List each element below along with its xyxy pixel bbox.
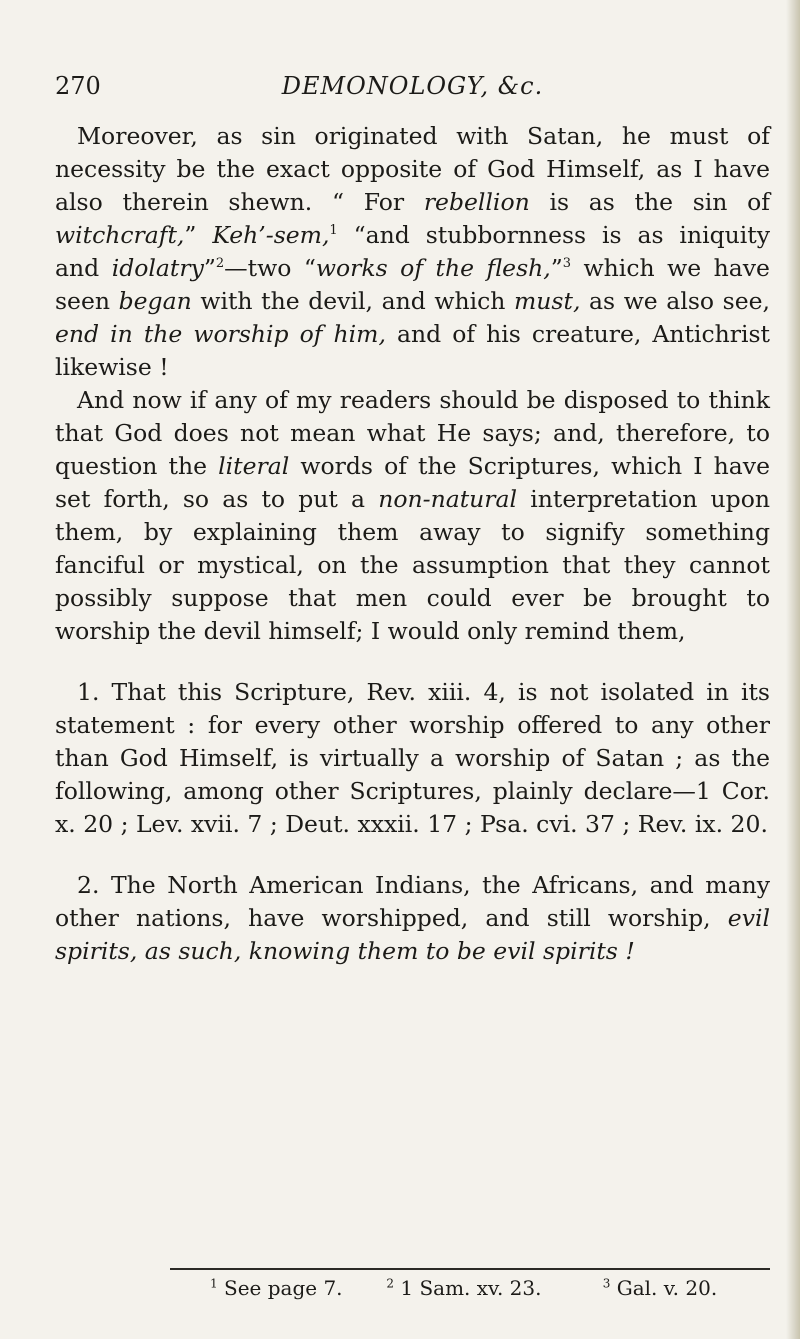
footnote-ref-3: 3 xyxy=(562,256,572,272)
paragraph-2: And now if any of my readers should be disposed to think that God does not mean what He says; and, therefore, to question the literal words of the Scriptures, which I have set forth, so as to put a non-natural interpretation upon them, by explaining them away to signify something fanciful or mystical, on the assumption that they cannot possibly suppose that men could ever be brought to worship the devil himself; I would only remind them, xyxy=(55,386,770,645)
running-header xyxy=(55,72,770,108)
footnote-3: $^3$ Gal. v. 20. xyxy=(602,1276,718,1300)
footnote-2: $^2$ 1 Sam. xv. 23. xyxy=(386,1276,542,1300)
footnote-rule xyxy=(170,1268,770,1270)
running-title: DEMONOLOGY, &c. xyxy=(281,72,544,100)
page-edge-shadow xyxy=(786,0,800,1339)
body-text xyxy=(55,120,770,968)
footnote-ref-1: 1 xyxy=(329,223,338,239)
footnote-ref-2: 2 xyxy=(215,256,225,272)
numbered-point-2: 2. The North American Indians, the Africans, and many other nations, have worshipped, and still worship, evil spirits, as such, knowing them to be evil spirits ! xyxy=(55,871,770,965)
paragraph-1: Moreover, as sin originated with Satan, he must of necessity be the exact opposite of God Himself, as I have also therein shewn. “ For rebellion is as the sin of witchcraft,” Keh’-sem,$^1$ “and stubbornness is as iniquity and idolatry”$^2$—two “works of the flesh,”$^3$ which we have seen began with the devil, and which must, as we also see, end in the worship of him, and of his creature, Antichrist likewise ! xyxy=(55,122,771,381)
footnotes xyxy=(210,1276,750,1300)
footnote-1: $^1$ See page 7. xyxy=(210,1276,343,1300)
page-number: 270 xyxy=(55,72,101,100)
numbered-point-1: 1. That this Scripture, Rev. xiii. 4, is not isolated in its statement : for every other worship offered to any other than God Himself, is virtually a worship of Satan ; as the following, among other Scriptures, plainly declare—1 Cor. x. 20 ; Lev. xvii. 7 ; Deut. xxxii. 17 ; Psa. cvi. 37 ; Rev. ix. 20. xyxy=(55,678,770,838)
